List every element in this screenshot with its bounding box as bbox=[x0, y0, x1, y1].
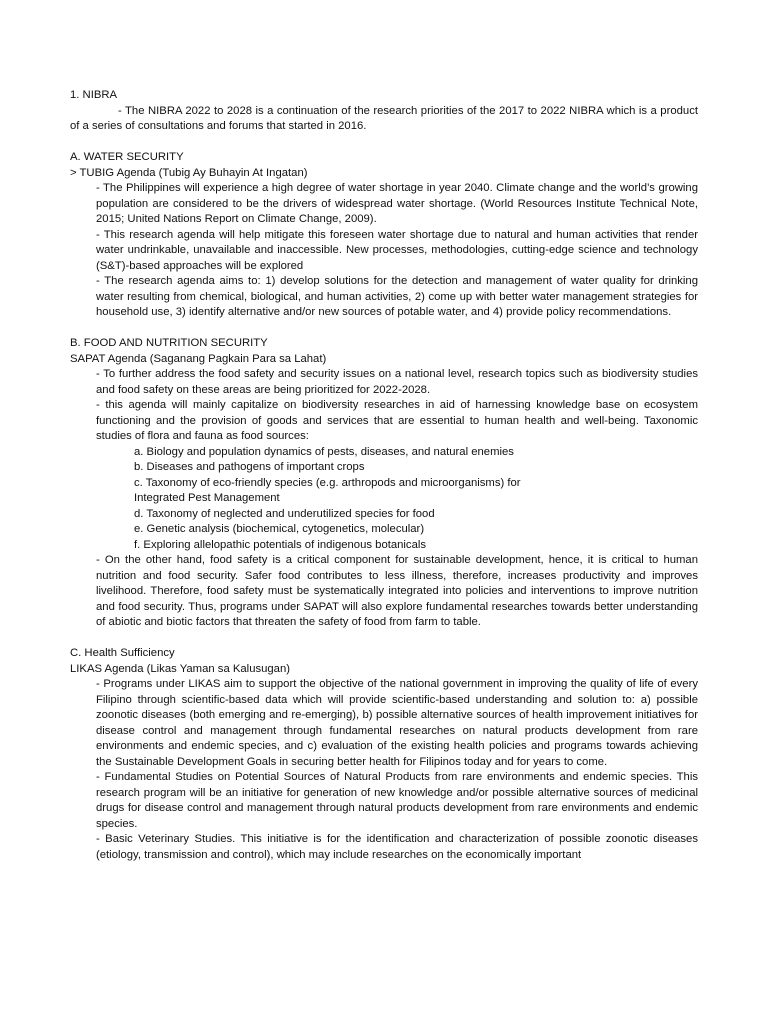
tubig-agenda-title: > TUBIG Agenda (Tubig Ay Buhayin At Ingatan) bbox=[70, 166, 308, 179]
water-security-heading: A. WATER SECURITY bbox=[70, 151, 184, 163]
food-paragraph-3: - On the other hand, food safety is a critical component for sustainable development, hence, it is critical to human nutrition and food security. Safer food contributes to less illness, therefore, increases productivity and improves livelihood. Therefore, food safety must be systematically integrated into policies and interventions to improve nutrition and food security. Thus, programs under SAPAT will also explore fundamental researches towards better understanding of abiotic and biotic factors that threaten the safety of food from farm to table. bbox=[96, 554, 698, 628]
water-paragraph-1: - The Philippines will experience a high degree of water shortage in year 2040. Climate change and the world’s growing population are considered to be the drivers of widespread water shortage. (World Resources Institute Technical Note, 2015; United Nations Report on Climate Change, 2009). bbox=[96, 182, 698, 225]
likas-agenda-title: LIKAS Agenda (Likas Yaman sa Kalusugan) bbox=[70, 662, 291, 675]
health-paragraph-1: - Programs under LIKAS aim to support the objective of the national government in improving the quality of life of every Filipino through scientific-based data which will provide scientific-based understanding and solution to: a) possible zoonotic diseases (both emerging and re-emerging), b) possible alternative sources of health improvement initiatives for disease control and management through fundamental researches on natural products development from rare environments and endemic species, and c) evaluation of the existing health policies and programs towards achieving the Sustainable Development Goals in securing better health for Filipinos today and for years to come. bbox=[96, 678, 698, 768]
nibra-intro: - The NIBRA 2022 to 2028 is a continuation of the research priorities of the 2017 to 2022 NIBRA which is a product of a series of consultations and forums that started in 2016. bbox=[70, 104, 698, 132]
health-paragraph-3: - Basic Veterinary Studies. This initiative is for the identification and characterization of possible zoonotic diseases (etiology, transmission and control), which may include researches on the economically important bbox=[96, 833, 698, 861]
food-paragraph-1: - To further address the food safety and security issues on a national level, research topics such as biodiversity studies and food safety on these areas are being prioritized for 2022-2028. bbox=[96, 368, 698, 396]
food-list-item: b. Diseases and pathogens of important crops bbox=[134, 461, 365, 473]
document-body bbox=[70, 88, 698, 863]
food-list-item: f. Exploring allelopathic potentials of indigenous botanicals bbox=[134, 538, 427, 551]
food-list-item: a. Biology and population dynamics of pests, diseases, and natural enemies bbox=[134, 445, 514, 458]
food-paragraph-2: - this agenda will mainly capitalize on biodiversity researches in aid of harnessing knowledge base on ecosystem functioning and the provision of goods and services that are essential to human health and well-being. Taxonomic studies of flora and fauna as food sources: bbox=[96, 399, 698, 442]
food-list-item-continuation: Integrated Pest Management bbox=[134, 492, 280, 504]
health-sufficiency-heading: C. Health Sufficiency bbox=[70, 647, 175, 659]
food-list-item: e. Genetic analysis (biochemical, cytogenetics, molecular) bbox=[134, 523, 425, 535]
water-paragraph-2: - This research agenda will help mitigate this foreseen water shortage due to natural and human activities that render water undrinkable, unavailable and inaccessible. New processes, methodologies, cutting-edge science and technology (S&T)-based approaches will be explored bbox=[96, 228, 698, 272]
health-paragraph-2: - Fundamental Studies on Potential Sources of Natural Products from rare environments and endemic species. This research program will be an initiative for generation of new knowledge and/or possible alternative sources of medicinal drugs for disease control and management through natural products development from rare environments and endemic species. bbox=[96, 771, 698, 830]
food-security-heading: B. FOOD AND NUTRITION SECURITY bbox=[70, 337, 268, 349]
food-list-item: d. Taxonomy of neglected and underutilized species for food bbox=[134, 507, 435, 520]
sapat-agenda-title: SAPAT Agenda (Saganang Pagkain Para sa Lahat) bbox=[70, 352, 327, 365]
nibra-heading: 1. NIBRA bbox=[70, 89, 118, 101]
water-paragraph-3: - The research agenda aims to: 1) develop solutions for the detection and management of water quality for drinking water resulting from chemical, biological, and human activities, 2) come up with better water management strategies for household use, 3) identify alternative and/or new sources of potable water, and 4) provide policy recommendations. bbox=[96, 275, 698, 318]
food-list-item: c. Taxonomy of eco-friendly species (e.g. arthropods and microorganisms) for bbox=[134, 476, 521, 489]
